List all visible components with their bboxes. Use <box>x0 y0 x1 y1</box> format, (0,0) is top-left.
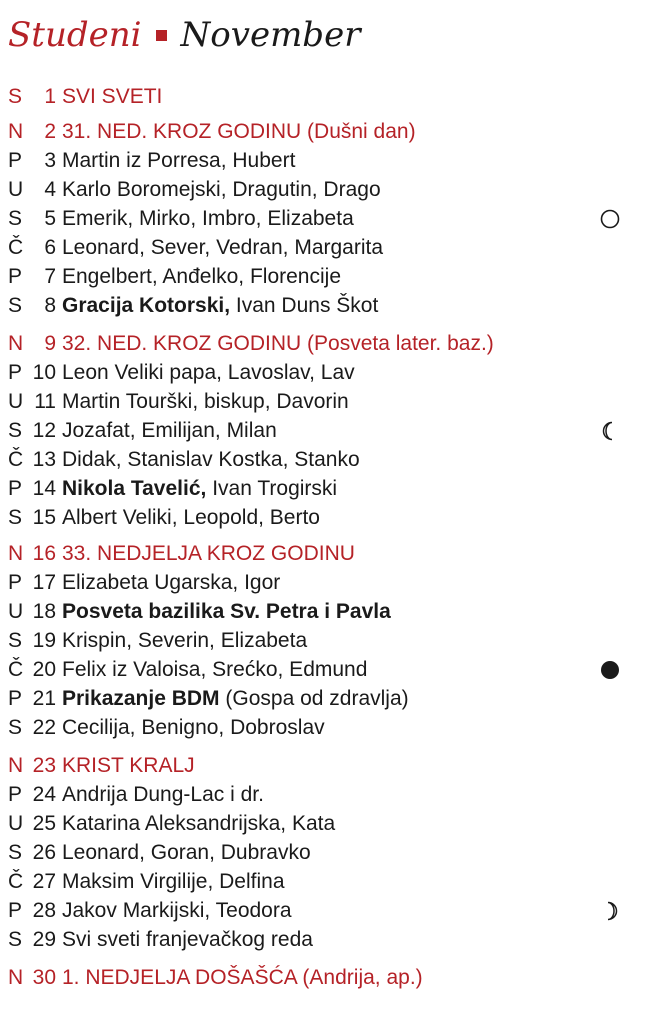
day-number: 1 <box>44 85 56 108</box>
day-number: 12 <box>32 419 56 442</box>
weekday-letter: S <box>8 629 23 652</box>
saint-names <box>62 539 355 568</box>
day-number: 3 <box>44 149 56 172</box>
calendar-row <box>0 358 668 387</box>
saint-names-text: Krispin, Severin, Elizabeta <box>62 629 308 652</box>
day-number: 6 <box>44 236 56 259</box>
day-number: 16 <box>32 542 56 565</box>
month-title-croatian: Studeni <box>8 15 142 55</box>
calendar-row <box>0 262 668 291</box>
saint-names <box>62 387 349 416</box>
calendar-row-sunday-feast <box>0 117 668 146</box>
weekday-letter: Č <box>8 658 24 681</box>
calendar-row <box>0 503 668 532</box>
calendar-row <box>0 925 668 954</box>
weekday-letter: N <box>8 542 24 565</box>
new-moon-icon <box>598 658 622 682</box>
saint-names-text: SVI SVETI <box>62 85 163 108</box>
weekday-letter: S <box>8 294 23 317</box>
saint-names-text: KRIST KRALJ <box>62 754 195 777</box>
day-number: 21 <box>32 687 56 710</box>
calendar-row-sunday-feast <box>0 539 668 568</box>
saint-names-text: Ivan Duns Škot <box>230 294 379 317</box>
first-quarter-moon-icon <box>598 899 622 923</box>
calendar-row <box>0 474 668 503</box>
saint-names <box>62 291 378 320</box>
saint-names <box>62 655 367 684</box>
saint-names <box>62 713 325 742</box>
weekday-letter: S <box>8 207 23 230</box>
calendar-row <box>0 713 668 742</box>
day-number: 29 <box>32 928 56 951</box>
saint-names-text: Svi sveti franjevačkog reda <box>62 928 313 951</box>
calendar-row <box>0 684 668 713</box>
saint-names <box>62 751 195 780</box>
calendar-row <box>0 867 668 896</box>
feast-highlight: Prikazanje BDM <box>62 687 220 710</box>
calendar-row <box>0 896 668 925</box>
calendar-row-sunday-feast <box>0 329 668 358</box>
saint-names-text: 33. NEDJELJA KROZ GODINU <box>62 542 355 565</box>
saint-names <box>62 146 295 175</box>
weekday-letter: Č <box>8 448 24 471</box>
weekday-letter: S <box>8 85 23 108</box>
calendar-row <box>0 655 668 684</box>
weekday-letter: S <box>8 506 23 529</box>
calendar-row <box>0 445 668 474</box>
day-number: 30 <box>32 966 56 989</box>
day-number: 2 <box>44 120 56 143</box>
weekday-letter: P <box>8 265 23 288</box>
saint-names <box>62 82 162 111</box>
saint-names-text: Maksim Virgilije, Delfina <box>62 870 285 893</box>
day-number: 23 <box>32 754 56 777</box>
saint-names-text: Martin Tourški, biskup, Davorin <box>62 390 349 413</box>
saint-names-text: Ivan Trogirski <box>206 477 338 500</box>
calendar-row <box>0 597 668 626</box>
saint-names <box>62 867 285 896</box>
day-number: 13 <box>32 448 56 471</box>
saint-names-text: Martin iz Porresa, Hubert <box>62 149 296 172</box>
saint-names <box>62 925 313 954</box>
saint-names <box>62 568 280 597</box>
weekday-letter: N <box>8 120 24 143</box>
day-number: 5 <box>44 207 56 230</box>
saint-names <box>62 684 409 713</box>
saint-names-text: Engelbert, Anđelko, Florencije <box>62 265 341 288</box>
saint-names <box>62 838 311 867</box>
weekday-letter: N <box>8 966 24 989</box>
weekday-letter: N <box>8 332 24 355</box>
day-number: 27 <box>32 870 56 893</box>
day-number: 17 <box>32 571 56 594</box>
day-number: 25 <box>32 812 56 835</box>
weekday-letter: U <box>8 390 24 413</box>
saint-names <box>62 204 354 233</box>
weekday-letter: U <box>8 812 24 835</box>
saint-names <box>62 474 337 503</box>
saint-names <box>62 963 423 992</box>
calendar-row <box>0 175 668 204</box>
calendar-row <box>0 809 668 838</box>
weekday-letter: P <box>8 361 23 384</box>
calendar-row <box>0 780 668 809</box>
saint-names-text: 1. NEDJELJA DOŠAŠĆA (Andrija, ap.) <box>62 966 423 989</box>
saint-names-text: Felix iz Valoisa, Srećko, Edmund <box>62 658 368 681</box>
saint-names-text: Elizabeta Ugarska, Igor <box>62 571 281 594</box>
saint-names <box>62 358 355 387</box>
saint-names-text: Didak, Stanislav Kostka, Stanko <box>62 448 360 471</box>
feast-highlight: Posveta bazilika Sv. Petra i Pavla <box>62 600 391 623</box>
saint-names-text: Leonard, Goran, Dubravko <box>62 841 311 864</box>
saint-names-text: Karlo Boromejski, Dragutin, Drago <box>62 178 381 201</box>
weekday-letter: P <box>8 149 23 172</box>
weekday-letter: S <box>8 419 23 442</box>
saint-names <box>62 597 391 626</box>
weekday-letter: S <box>8 928 23 951</box>
day-number: 28 <box>32 899 56 922</box>
saint-names-text: 31. NED. KROZ GODINU (Dušni dan) <box>62 120 416 143</box>
saint-names <box>62 262 341 291</box>
saint-names <box>62 896 292 925</box>
saint-names-text: Leon Veliki papa, Lavoslav, Lav <box>62 361 355 384</box>
month-title-english: November <box>180 15 361 55</box>
saint-names <box>62 503 320 532</box>
saint-names-text: 32. NED. KROZ GODINU (Posveta later. baz.) <box>62 332 494 355</box>
calendar-row <box>0 204 668 233</box>
feast-highlight: Nikola Tavelić, <box>62 477 207 500</box>
saint-names-text: Andrija Dung-Lac i dr. <box>62 783 264 806</box>
weekday-letter: N <box>8 754 24 777</box>
calendar-row-sunday-feast <box>0 82 668 111</box>
weekday-letter: P <box>8 571 23 594</box>
day-number: 26 <box>32 841 56 864</box>
saint-names <box>62 626 307 655</box>
day-number: 4 <box>44 178 56 201</box>
saint-names-text: Jakov Markijski, Teodora <box>62 899 292 922</box>
weekday-letter: P <box>8 687 23 710</box>
day-number: 18 <box>32 600 56 623</box>
weekday-letter: Č <box>8 870 24 893</box>
weekday-letter: U <box>8 178 24 201</box>
last-quarter-moon-icon <box>598 419 622 443</box>
saint-names-text: (Gospa od zdravlja) <box>219 687 409 710</box>
saint-names <box>62 809 335 838</box>
day-number: 9 <box>44 332 56 355</box>
saint-names-text: Cecilija, Benigno, Dobroslav <box>62 716 325 739</box>
day-number: 8 <box>44 294 56 317</box>
calendar-row <box>0 568 668 597</box>
saint-names-text: Jozafat, Emilijan, Milan <box>62 419 277 442</box>
day-number: 19 <box>32 629 56 652</box>
calendar-row <box>0 146 668 175</box>
saint-names <box>62 780 264 809</box>
saint-names <box>62 117 416 146</box>
day-number: 22 <box>32 716 56 739</box>
saint-names-text: Leonard, Sever, Vedran, Margarita <box>62 236 384 259</box>
day-number: 7 <box>44 265 56 288</box>
calendar-row <box>0 291 668 320</box>
saint-names-text: Albert Veliki, Leopold, Berto <box>62 506 320 529</box>
saint-names <box>62 416 277 445</box>
day-number: 11 <box>34 390 56 413</box>
calendar-row <box>0 838 668 867</box>
calendar-row-sunday-feast <box>0 963 668 992</box>
day-number: 15 <box>32 506 56 529</box>
day-number: 10 <box>32 361 56 384</box>
weekday-letter: P <box>8 783 23 806</box>
weekday-letter: S <box>8 716 23 739</box>
weekday-letter: Č <box>8 236 24 259</box>
feast-highlight: Gracija Kotorski, <box>62 294 231 317</box>
calendar-row-sunday-feast <box>0 751 668 780</box>
saint-names <box>62 175 381 204</box>
saint-names <box>62 233 383 262</box>
weekday-letter: S <box>8 841 23 864</box>
saint-names <box>62 445 360 474</box>
weekday-letter: U <box>8 600 24 623</box>
calendar-row <box>0 626 668 655</box>
calendar-row <box>0 387 668 416</box>
day-number: 14 <box>32 477 56 500</box>
calendar-row <box>0 233 668 262</box>
full-moon-icon <box>598 207 622 231</box>
day-number: 24 <box>32 783 56 806</box>
saint-names-text: Emerik, Mirko, Imbro, Elizabeta <box>62 207 354 230</box>
calendar-row <box>0 416 668 445</box>
weekday-letter: P <box>8 477 23 500</box>
saint-names-text: Katarina Aleksandrijska, Kata <box>62 812 336 835</box>
saint-names <box>62 329 494 358</box>
day-number: 20 <box>32 658 56 681</box>
weekday-letter: P <box>8 899 23 922</box>
